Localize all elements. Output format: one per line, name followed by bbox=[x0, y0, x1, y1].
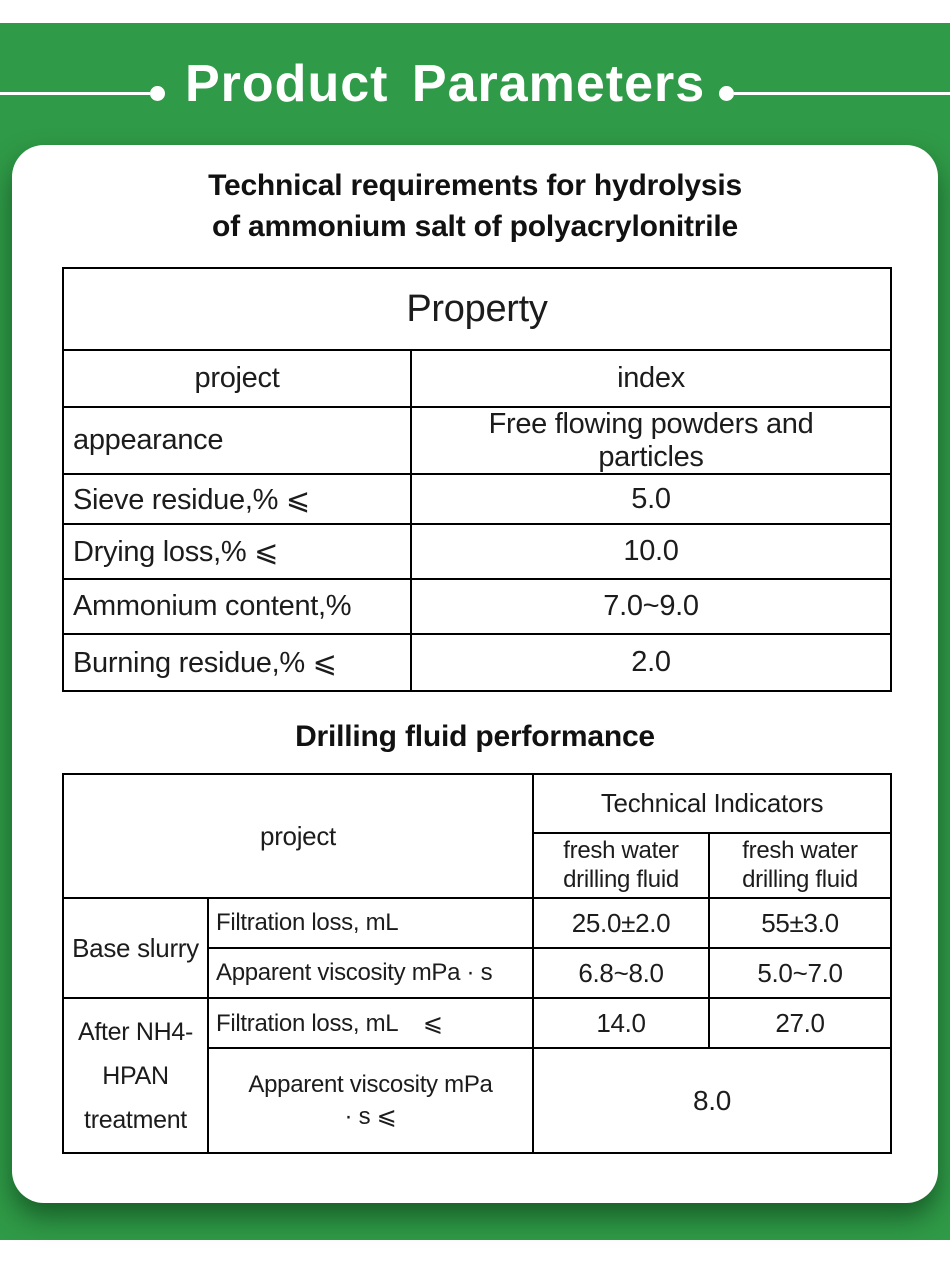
content-card bbox=[12, 145, 938, 1203]
header-right-dot-icon bbox=[719, 86, 734, 101]
fresh-water-header-1: fresh water drilling fluid bbox=[533, 833, 709, 898]
table-row bbox=[63, 774, 891, 833]
row-value-ammonium-content: 7.0~9.0 bbox=[411, 579, 891, 634]
page-title: Product Parameters bbox=[185, 55, 706, 113]
row-value-appearance: Free flowing powders and particles bbox=[411, 407, 891, 474]
table-row bbox=[63, 350, 891, 407]
header-right-line bbox=[734, 92, 950, 95]
property-table bbox=[62, 267, 892, 692]
table-row bbox=[63, 474, 891, 524]
after-viscosity-label-cell: Apparent viscosity mPa · s ⩽ bbox=[208, 1048, 533, 1153]
row-label-appearance: appearance bbox=[63, 407, 411, 474]
row-value-drying-loss: 10.0 bbox=[411, 524, 891, 579]
header-left-line bbox=[0, 92, 150, 95]
section1-title-line2: of ammonium salt of polyacrylonitrile bbox=[211, 210, 739, 243]
base-viscosity-fresh2: 5.0~7.0 bbox=[709, 948, 891, 998]
table-row bbox=[63, 634, 891, 691]
table-row bbox=[63, 579, 891, 634]
table-row bbox=[63, 407, 891, 474]
base-filtration-fresh2: 55±3.0 bbox=[709, 898, 891, 948]
base-viscosity-label: Apparent viscosity mPa · s bbox=[208, 948, 533, 998]
section1-title-line1: Technical requirements for hydrolysis bbox=[208, 169, 742, 202]
after-filtration-fresh1: 14.0 bbox=[533, 998, 709, 1048]
column-header-project: project bbox=[63, 350, 411, 407]
technical-indicators-header-cell: Technical Indicators bbox=[533, 774, 891, 833]
property-table-title: Property bbox=[63, 268, 891, 350]
row-label-burning-residue: Burning residue,% ⩽ bbox=[63, 634, 411, 691]
header-banner bbox=[0, 23, 950, 145]
fresh-water-header-2: fresh water drilling fluid bbox=[709, 833, 891, 898]
after-viscosity-value: 8.0 bbox=[533, 1048, 891, 1153]
after-filtration-fresh2: 27.0 bbox=[709, 998, 891, 1048]
base-filtration-fresh1: 25.0±2.0 bbox=[533, 898, 709, 948]
group-after-nh4-hpan-treatment: After NH4-HPAN treatment bbox=[63, 998, 208, 1153]
section1-title bbox=[12, 165, 938, 247]
section2-title: Drilling fluid performance bbox=[295, 720, 655, 753]
base-viscosity-fresh1: 6.8~8.0 bbox=[533, 948, 709, 998]
row-label-ammonium-content: Ammonium content,% bbox=[63, 579, 411, 634]
table-row bbox=[63, 268, 891, 350]
row-label-sieve-residue: Sieve residue,% ⩽ bbox=[63, 474, 411, 524]
column-header-index: index bbox=[411, 350, 891, 407]
table-row bbox=[63, 998, 891, 1048]
row-value-burning-residue: 2.0 bbox=[411, 634, 891, 691]
drilling-fluid-table bbox=[62, 773, 892, 1154]
after-filtration-label: Filtration loss, mL ⩽ bbox=[208, 998, 533, 1048]
header-left-dot-icon bbox=[150, 86, 165, 101]
project-header-cell: project bbox=[63, 774, 533, 898]
table-row bbox=[63, 524, 891, 579]
row-value-sieve-residue: 5.0 bbox=[411, 474, 891, 524]
row-label-drying-loss: Drying loss,% ⩽ bbox=[63, 524, 411, 579]
table-row bbox=[63, 898, 891, 948]
base-filtration-label: Filtration loss, mL bbox=[208, 898, 533, 948]
group-base-slurry: Base slurry bbox=[63, 898, 208, 998]
